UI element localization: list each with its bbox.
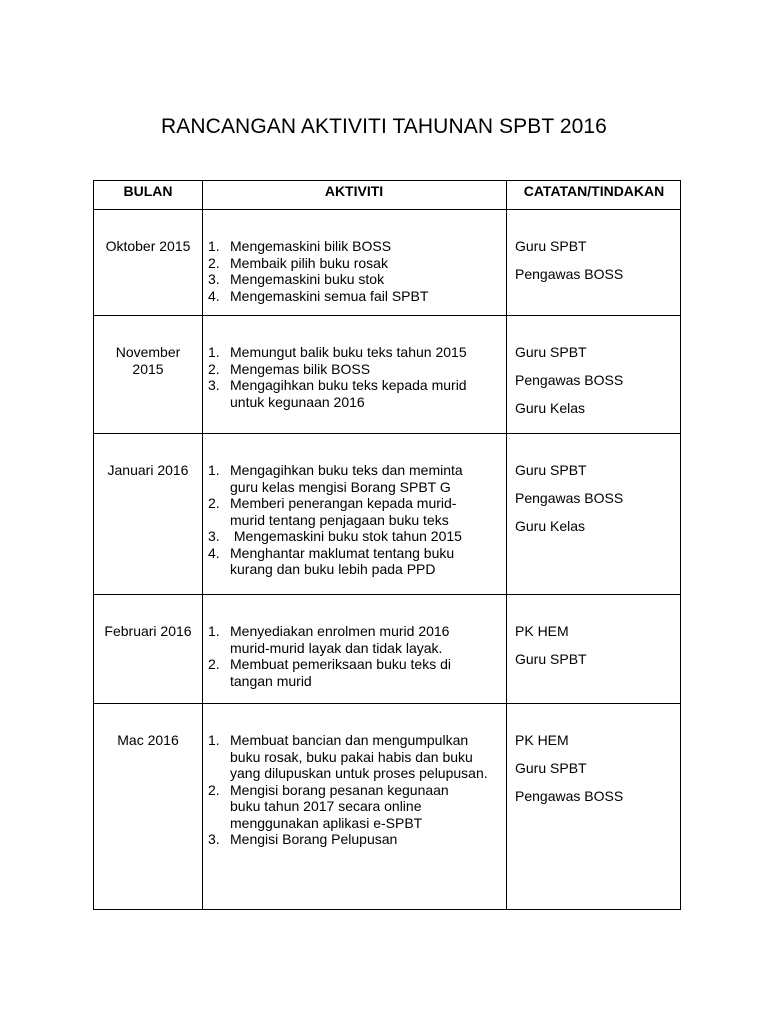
list-item: 4. Mengemaskini semua fail SPBT <box>208 287 429 304</box>
list-item: 1. Mengemaskini bilik BOSS <box>208 238 392 254</box>
row-catatan: PK HEM Guru SPBT <box>515 623 587 667</box>
list-item: 3. Mengemaskini buku stok <box>208 271 385 287</box>
row-catatan: Guru SPBT Pengawas BOSS Guru Kelas <box>515 344 624 416</box>
list-item: 4. Menghantar maklumat tentang buku kurang dan buku lebih pada PPD <box>208 544 455 577</box>
list-item: 3. Mengemaskini buku stok tahun 2015 <box>208 528 462 544</box>
list-item: 1. Membuat bancian dan mengumpulkan buku rosak, buku pakai habis dan buku yang dilupuskan untuk proses pelupusan. <box>208 732 488 781</box>
row-aktiviti <box>204 732 500 848</box>
row-divider <box>94 209 680 210</box>
list-item: 2. Mengemas bilik BOSS <box>208 360 371 377</box>
row-divider <box>94 703 680 704</box>
list-item: 2. Membuat pemeriksaan buku teks di tangan murid <box>208 656 451 689</box>
column-divider <box>202 181 203 909</box>
header-aktiviti: AKTIVITI <box>324 183 384 199</box>
row-aktiviti <box>204 623 500 689</box>
header-catatan: CATATAN/TINDAKAN <box>523 183 665 199</box>
row-divider <box>94 594 680 595</box>
list-item: 2. Mengisi borang pesanan kegunaan buku tahun 2017 secara online menggunakan aplikasi e-SPBT <box>208 781 449 831</box>
row-divider <box>94 433 680 434</box>
row-bulan: Oktober 2015 <box>105 238 191 254</box>
row-aktiviti <box>204 344 500 410</box>
row-catatan: Guru SPBT Pengawas BOSS <box>515 238 624 282</box>
row-divider <box>94 315 680 316</box>
list-item: 2. Membaik pilih buku rosak <box>208 254 388 271</box>
row-catatan: PK HEM Guru SPBT Pengawas BOSS <box>515 732 624 804</box>
row-bulan: Mac 2016 <box>117 732 179 748</box>
row-bulan: Februari 2016 <box>104 623 192 639</box>
header-bulan: BULAN <box>123 183 173 199</box>
row-bulan: Januari 2016 <box>107 462 189 478</box>
list-item: 1. Memungut balik buku teks tahun 2015 <box>208 344 467 360</box>
column-divider <box>506 181 507 909</box>
list-item: 3. Mengisi Borang Pelupusan <box>208 831 398 847</box>
row-aktiviti <box>204 238 500 304</box>
row-bulan: November 2015 <box>115 344 181 377</box>
list-item: 2. Memberi penerangan kepada murid-murid tentang penjagaan buku teks <box>208 495 457 528</box>
document-title: RANCANGAN AKTIVITI TAHUNAN SPBT 2016 <box>161 115 607 138</box>
list-item: 1. Menyediakan enrolmen murid 2016 murid-murid layak dan tidak layak. <box>208 623 450 656</box>
activity-table <box>93 180 681 910</box>
list-item: 3. Mengagihkan buku teks kepada murid untuk kegunaan 2016 <box>208 377 467 410</box>
row-catatan: Guru SPBT Pengawas BOSS Guru Kelas <box>515 462 624 534</box>
list-item: 1. Mengagihkan buku teks dan meminta guru kelas mengisi Borang SPBT G <box>208 462 463 495</box>
row-aktiviti <box>204 462 500 578</box>
